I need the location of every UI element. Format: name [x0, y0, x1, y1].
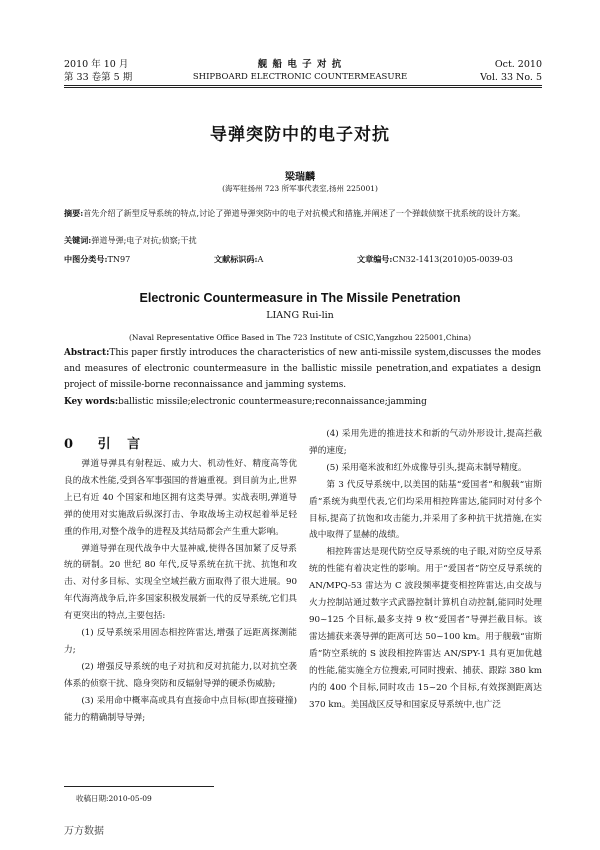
- abstract-en: [64, 345, 541, 393]
- author-cn: 梁瑞麟: [285, 172, 315, 183]
- affiliation-en: (Naval Representative Office Based in The 723 Institute of CSIC,Yangzhou 225001,China): [128, 333, 472, 342]
- keywords-en: [64, 394, 541, 410]
- keywords-en-text: ballistic missile;electronic countermeasure;reconnaissance;jamming: [118, 397, 427, 407]
- intro-paragraph-2: 弹道导弹在现代战争中大显神威,使得各国加紧了反导系统的研制。20 世纪 80 年代,反导系统在抗干扰、抗饱和攻击、对付多目标、实现全空域拦截方面取得了很大进展。90 年代海湾战争后,许多国家积极发展新一代的反导系统,它们具有更突出的特点,主要包括:: [64, 543, 297, 622]
- keywords-cn-text: 弹道导弹;电子对抗;侦察;干扰: [91, 235, 197, 245]
- right-column: [309, 426, 542, 713]
- header-rule: [64, 85, 542, 86]
- watermark-text: 万方数据: [64, 826, 104, 837]
- body-paragraph-4: 相控阵雷达是现代防空反导系统的电子眼,对防空反导系统的性能有着决定性的影响。用于“爱国者”防空反导系统的 AN/MPQ-53 雷达为 C 波段频率捷变相控阵雷达,由交战与火力控制站通过数字式武器控制计算机自动控制,能同时处理 90~125 个目标,最多支持 9 枚“爱国者”导弹拦截目标。该雷达捕获来袭导弹的距离可达 50~100 km。用于舰载“宙斯盾”防空系统的 S 波段相控阵雷达 AN/SPY-1 具有更加优越的性能,能实施全方位搜索,可同时搜索、捕获、跟踪 380 km 内的 400 个目标,同时攻击 15~20 个目标,有效探测距离达 370 km。美国战区反导和国家反导系统中,也广泛: [309, 547, 542, 710]
- keywords-cn-label: 关键词:: [64, 235, 92, 245]
- section-title: 引 言: [97, 437, 147, 452]
- affiliation-cn: (海军驻扬州 723 所军事代表室,扬州 225001): [222, 184, 378, 193]
- journal-name-en: SHIPBOARD ELECTRONIC COUNTERMEASURE: [192, 72, 408, 82]
- header-rule-2: [64, 87, 542, 88]
- classification-line: [64, 253, 540, 266]
- footnote-rule: [64, 786, 214, 787]
- author-en: LIANG Rui-lin: [266, 310, 334, 321]
- document-code: 文献标识码:A: [214, 254, 264, 264]
- paper-title-cn: 导弹突防中的电子对抗: [210, 125, 390, 145]
- abstract-cn-text: 首先介绍了新型反导系统的特点,讨论了弹道导弹突防中的电子对抗模式和措施,并阐述了一个弹载侦察干扰系统的设计方案。: [83, 208, 526, 218]
- intro-paragraph-1: 弹道导弹具有射程远、威力大、机动性好、精度高等优良的战术性能,受到各军事强国的普遍重视。到目前为止,世界上已有近 40 个国家和地区拥有这类导弹。实战表明,弹道导弹的使用对实施敌后纵深打击、争取战场主动权起着举足轻重的作用,对整个战争的进程及其结局都会产生重大影响。: [64, 459, 297, 537]
- feature-item-3: (3) 采用命中概率高或具有直接命中点目标(即直接碰撞)能力的精确制导导弹;: [64, 695, 297, 723]
- article-number: 文章编号:CN32-1413(2010)05-0039-03: [357, 254, 513, 264]
- header-date: 2010 年 10 月: [64, 59, 129, 70]
- header-volume-en: Vol. 33 No. 5: [480, 72, 542, 83]
- header-volume: 第 33 卷第 5 期: [64, 72, 133, 83]
- abstract-cn: [64, 207, 540, 220]
- abstract-cn-label: 摘要:: [64, 208, 84, 218]
- section-number: 0: [64, 437, 80, 452]
- feature-item-1: (1) 反导系统采用固态相控阵雷达,增强了远距离探测能力;: [64, 628, 297, 655]
- section-heading: [64, 433, 146, 452]
- keywords-en-label: Key words:: [64, 397, 119, 407]
- abstract-en-label: Abstract:: [64, 348, 110, 358]
- body-paragraph-3: 第 3 代反导系统中,以美国的陆基“爱国者”和舰载“宙斯盾”系统为典型代表,它们均采用相控阵雷达,能同时对付多个目标,提高了抗饱和攻击能力,并采用了多种抗干扰措施,在实战中取得了显赫的战绩。: [309, 479, 542, 541]
- keywords-cn: [64, 234, 540, 247]
- journal-name-cn: 舰 船 电 子 对 抗: [257, 59, 343, 70]
- received-date: 收稿日期:2010-05-09: [76, 794, 152, 803]
- header-date-en: Oct. 2010: [494, 59, 542, 70]
- feature-item-5: (5) 采用毫米波和红外成像导引头,提高末制导精度。: [326, 462, 527, 473]
- paper-title-en: Electronic Countermeasure in The Missile Penetration: [139, 291, 461, 305]
- feature-item-4: (4) 采用先进的推进技术和新的气动外形设计,提高拦截弹的速度;: [309, 429, 542, 456]
- left-column: [64, 456, 297, 727]
- clc-code: 中图分类号:TN97: [64, 254, 131, 264]
- abstract-en-text: This paper firstly introduces the characteristics of new anti-missile system,discusses the modes and measures of electronic countermeasure in the ballistic missile penetration,and expatiates a design project of missile-borne reconnaissance and jamming systems.: [64, 348, 541, 390]
- feature-item-2: (2) 增强反导系统的电子对抗和反对抗能力,以对抗空袭体系的侦察干扰、隐身突防和反辐射导弹的硬杀伤威胁;: [64, 661, 297, 689]
